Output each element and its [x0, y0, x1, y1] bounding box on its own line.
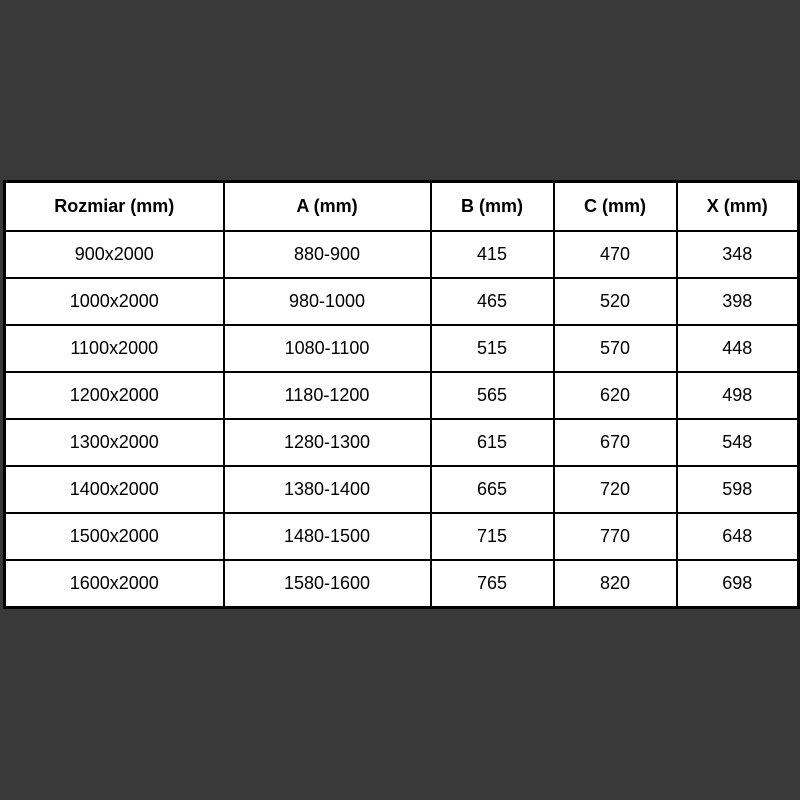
table-row [5, 419, 799, 466]
table-cell: 598 [677, 466, 799, 513]
table-cell: 465 [431, 278, 554, 325]
table-cell: 1200x2000 [5, 372, 224, 419]
table-cell: 515 [431, 325, 554, 372]
table-cell: 348 [677, 231, 799, 278]
table-cell: 1580-1600 [224, 560, 431, 608]
size-table-container [3, 180, 797, 609]
table-cell: 980-1000 [224, 278, 431, 325]
table-cell: 520 [554, 278, 677, 325]
table-cell: 415 [431, 231, 554, 278]
table-cell: 820 [554, 560, 677, 608]
table-header [5, 182, 799, 232]
table-row [5, 560, 799, 608]
table-cell: 720 [554, 466, 677, 513]
table-cell: 665 [431, 466, 554, 513]
table-cell: 548 [677, 419, 799, 466]
table-cell: 470 [554, 231, 677, 278]
table-row [5, 372, 799, 419]
table-cell: 1300x2000 [5, 419, 224, 466]
table-cell: 565 [431, 372, 554, 419]
table-cell: 498 [677, 372, 799, 419]
table-cell: 398 [677, 278, 799, 325]
table-body [5, 231, 799, 608]
table-cell: 1100x2000 [5, 325, 224, 372]
table-cell: 1480-1500 [224, 513, 431, 560]
table-cell: 570 [554, 325, 677, 372]
table-cell: 615 [431, 419, 554, 466]
table-row [5, 466, 799, 513]
table-cell: 670 [554, 419, 677, 466]
table-cell: 1080-1100 [224, 325, 431, 372]
size-specification-table [3, 180, 800, 609]
table-cell: 880-900 [224, 231, 431, 278]
table-row [5, 278, 799, 325]
column-header: X (mm) [677, 182, 799, 232]
table-cell: 620 [554, 372, 677, 419]
table-cell: 770 [554, 513, 677, 560]
table-cell: 765 [431, 560, 554, 608]
table-cell: 1280-1300 [224, 419, 431, 466]
table-cell: 1380-1400 [224, 466, 431, 513]
table-cell: 1600x2000 [5, 560, 224, 608]
table-cell: 448 [677, 325, 799, 372]
table-cell: 1180-1200 [224, 372, 431, 419]
table-cell: 715 [431, 513, 554, 560]
table-cell: 1400x2000 [5, 466, 224, 513]
table-row [5, 231, 799, 278]
table-row [5, 325, 799, 372]
table-cell: 1000x2000 [5, 278, 224, 325]
column-header: Rozmiar (mm) [5, 182, 224, 232]
column-header: A (mm) [224, 182, 431, 232]
table-cell: 900x2000 [5, 231, 224, 278]
table-cell: 698 [677, 560, 799, 608]
table-row [5, 513, 799, 560]
column-header: C (mm) [554, 182, 677, 232]
table-header-row [5, 182, 799, 232]
column-header: B (mm) [431, 182, 554, 232]
table-cell: 1500x2000 [5, 513, 224, 560]
table-cell: 648 [677, 513, 799, 560]
